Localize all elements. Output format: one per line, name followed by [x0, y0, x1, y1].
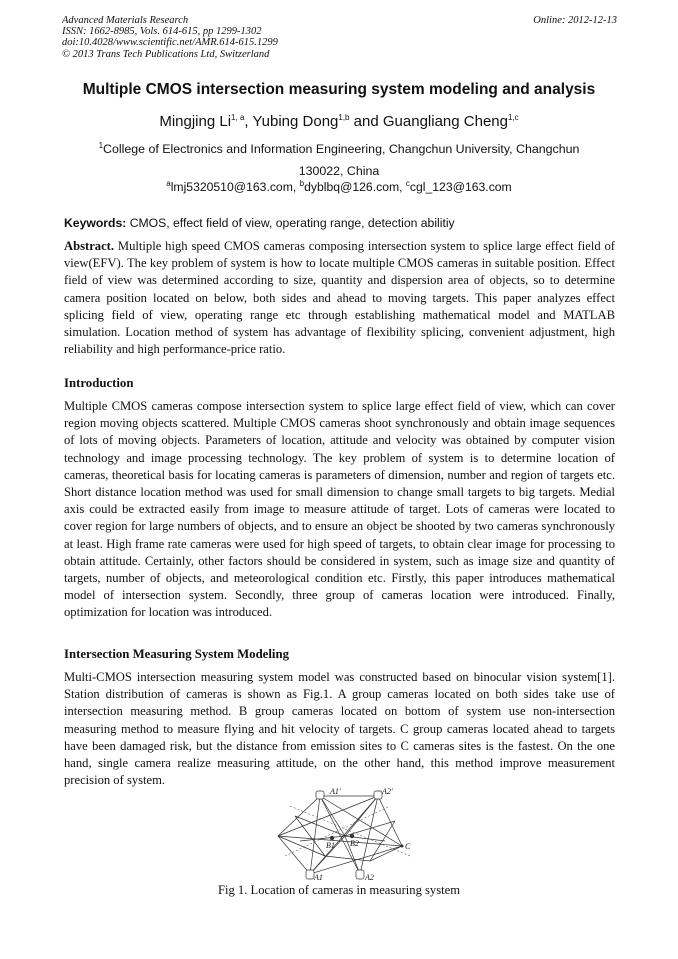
copyright-line: © 2013 Trans Tech Publications Ltd, Switzerland	[62, 48, 270, 60]
camera-b1-icon	[330, 836, 334, 840]
abstract-text: Multiple high speed CMOS cameras composing intersection system to splice large effect field of view(EFV). The key problem of system is how to locate multiple CMOS cameras in suitable position. Effect field of view was determined according to size, quantity and dispersion area of objects, so to determine camera position located on below, both sides and ahead to moving targets. This paper analyzes effect splicing field of view, operating range etc through establishing mathematical model and MATLAB simulation. Location method of system has advantage of flexibility splicing, convenient adjustment, high reliability and high performance-price ratio.	[64, 239, 615, 357]
doi-line: doi:10.4028/www.scientific.net/AMR.614-615.1299	[62, 37, 278, 49]
section-heading-introduction: Introduction	[64, 376, 134, 390]
label-a1-prime: A1'	[330, 787, 341, 796]
abstract	[64, 238, 615, 358]
author-name: Guangliang Cheng	[382, 113, 508, 130]
journal-header	[62, 15, 617, 60]
email-list: $^a$lmj5320510@163.com, $^b$dyblbq@126.com, $^c$cgl_123@163.com	[166, 178, 512, 194]
email-address: cgl_123@163.com	[409, 180, 512, 194]
label-b1: B1	[326, 841, 335, 850]
label-b2: B2	[350, 839, 359, 848]
camera-icon	[316, 791, 324, 799]
affiliation-line-2: 130022, China	[298, 164, 380, 178]
affiliation	[70, 138, 608, 182]
author-sup: 1,c	[507, 113, 519, 122]
camera-icon	[374, 791, 382, 799]
camera-b2-icon	[350, 834, 354, 838]
issn-line: ISSN: 1662-8985, Vols. 614-615, pp 1299-1302	[62, 26, 262, 38]
label-a2-prime: A2'	[382, 787, 393, 796]
author-sup: 1, a	[231, 113, 245, 122]
paper-title: Multiple CMOS intersection measuring system modeling and analysis	[82, 81, 596, 98]
keywords-label: Keywords:	[64, 216, 127, 230]
author-name: Yubing Dong	[252, 113, 339, 130]
figure-caption: Fig 1. Location of cameras in measuring system	[217, 883, 461, 897]
label-a2: A2	[365, 873, 374, 882]
introduction-text: Multiple CMOS cameras compose intersection system to splice large effect field of view, which can cover region moving objects scattered. Multiple CMOS cameras shoot synchronously and obtain image sequences of lots of moving objects. Parameters of location, attitude and velocity was obtained by computer vision technology and image processing technology. The key problem of system is to determine location of cameras, theoretical basis for locating cameras is parameters of dimension, number and region of targets etc. Short distance location method was used for small dimension to change small targets to big targets. Medial axis could be extracted easily from image to measure attitude of target. Lots of cameras were located to cover region for large numbers of objects, and to ensure an object be shooted by two cameras synchronously at least. High frame rate cameras were used for high speed of targets, to obtain clear image for processing to obtain attitude. Certainly, other factors should be considered in system, such as image size and quantity of targets, number of objects, and meteorological condition etc. Firstly, this paper introduces mathematical model of intersection system. Secondly, three group of cameras location were introduced. Finally, optimization for location was introduced.	[64, 399, 615, 620]
label-a1: A1	[314, 873, 323, 882]
journal-name: Advanced Materials Research	[62, 15, 189, 26]
modeling-text: Multi-CMOS intersection measuring system model was constructed based on binocular vision system[1]. Station distribution of cameras is shown as Fig.1. A group cameras located on both sides take use of intersection measuring method. B group cameras located on bottom of system use non-intersection measuring method to measure flying and hit velocity of targets. C group cameras located ahead to targets have been damaged risk, but the distance from emission sites to C cameras sites is the fastest. On the one hand, single camera realize measuring attitude, on the other hand, this method improve measurement precision of system.	[64, 670, 615, 788]
camera-location-figure	[270, 786, 430, 883]
author-list: Mingjing Li$^{1, a}$, Yubing Dong$^{1,b}$ and Guangliang Cheng$^{1,c}$	[159, 113, 519, 130]
camera-icon	[356, 870, 364, 879]
affiliation-line-1: $^1$College of Electronics and Information Engineering, Changchun University, Changchun	[98, 140, 580, 156]
email-address: dyblbq@126.com	[304, 180, 400, 194]
section-heading-modeling: Intersection Measuring System Modeling	[64, 647, 289, 661]
keywords-text: CMOS, effect field of view, operating range, detection abilitiy	[126, 216, 455, 230]
author-name: Mingjing Li	[159, 113, 232, 130]
author-sup: 1,b	[338, 113, 350, 122]
keywords	[64, 216, 619, 230]
email-address: lmj5320510@163.com	[170, 180, 293, 194]
abstract-label: Abstract.	[64, 239, 115, 253]
camera-c-icon	[401, 845, 404, 848]
label-c: C	[405, 842, 411, 851]
online-date: Online: 2012-12-13	[533, 15, 617, 26]
camera-icon	[306, 870, 314, 879]
